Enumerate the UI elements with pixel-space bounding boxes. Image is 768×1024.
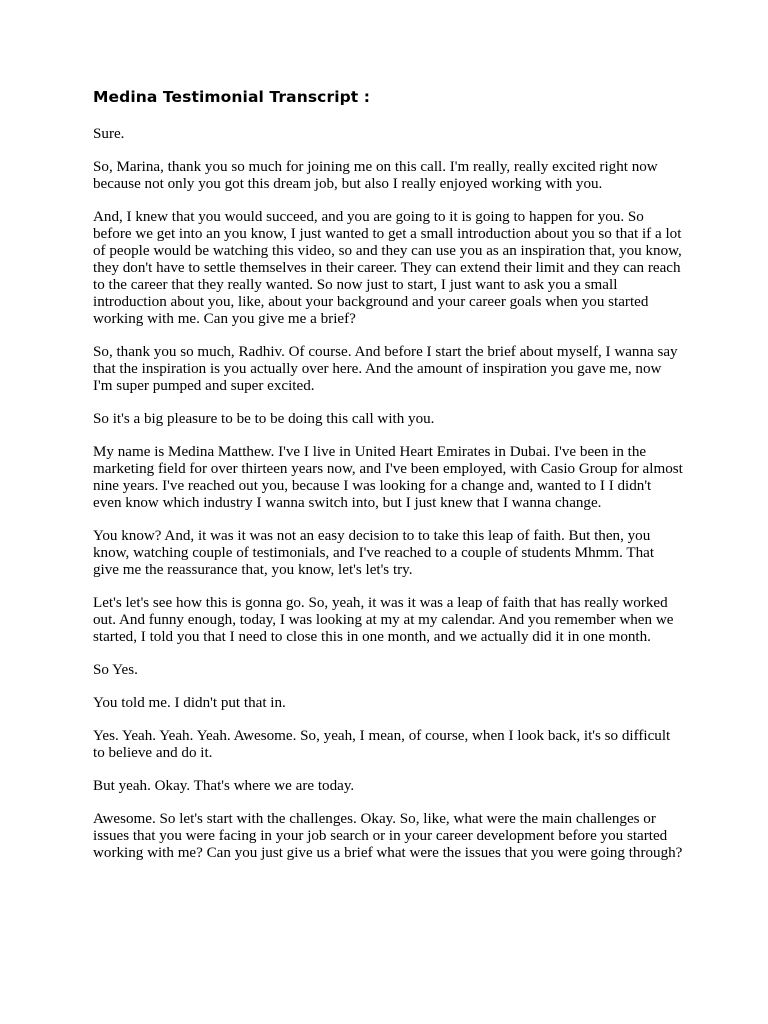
paragraph: My name is Medina Matthew. I've I live in United Heart Emirates in Dubai. I've been in the marketing field for over thirteen years now, and I've been employed, with Casio Group for almost nine years. I've reached out you, because I was looking for a change and, wanted to I I didn't even know which industry I wanna switch into, but I just knew that I wanna change. [93, 444, 683, 511]
document-title: Medina Testimonial Transcript : [93, 88, 371, 106]
paragraph: Let's let's see how this is gonna go. So, yeah, it was it was a leap of faith that has really worked out. And funny enough, today, I was looking at my at my calendar. And you remember when we started, I told you that I need to close this in one month, and we actually did it in one month. [93, 595, 674, 645]
paragraph: So, Marina, thank you so much for joining me on this call. I'm really, really excited right now because not only you got this dream job, but also I really enjoyed working with you. [93, 159, 658, 192]
document-page [93, 86, 683, 878]
paragraph: But yeah. Okay. That's where we are today. [93, 778, 355, 794]
paragraph: Yes. Yeah. Yeah. Yeah. Awesome. So, yeah, I mean, of course, when I look back, it's so difficult to believe and do it. [93, 728, 671, 761]
paragraph: Sure. [93, 126, 125, 142]
paragraph: And, I knew that you would succeed, and you are going to it is going to happen for you. So before we get into an you know, I just wanted to get a small introduction about you so that if a lot of people would be watching this video, so and they can use you as an inspiration that, you know, they don't have to settle themselves in their career. They can extend their limit and they can reach to the career that they really wanted. So now just to start, I just want to ask you a small introduction about you, like, about your background and your career goals when you started working with me. Can you give me a brief? [93, 209, 682, 327]
paragraph: So it's a big pleasure to be to be doing this call with you. [93, 411, 435, 427]
paragraph: So, thank you so much, Radhiv. Of course. And before I start the brief about myself, I wanna say that the inspiration is you actually over here. And the amount of inspiration you gave me, now I'm super pumped and super excited. [93, 344, 678, 394]
paragraph: Awesome. So let's start with the challenges. Okay. So, like, what were the main challenges or issues that you were facing in your job search or in your career development before you started working with me? Can you just give us a brief what were the issues that you were going through? [93, 811, 683, 861]
paragraph: You know? And, it was it was not an easy decision to to take this leap of faith. But then, you know, watching couple of testimonials, and I've reached to a couple of students Mhmm. That give me the reassurance that, you know, let's let's try. [93, 528, 655, 578]
paragraph: So Yes. [93, 662, 138, 678]
paragraph: You told me. I didn't put that in. [93, 695, 286, 711]
